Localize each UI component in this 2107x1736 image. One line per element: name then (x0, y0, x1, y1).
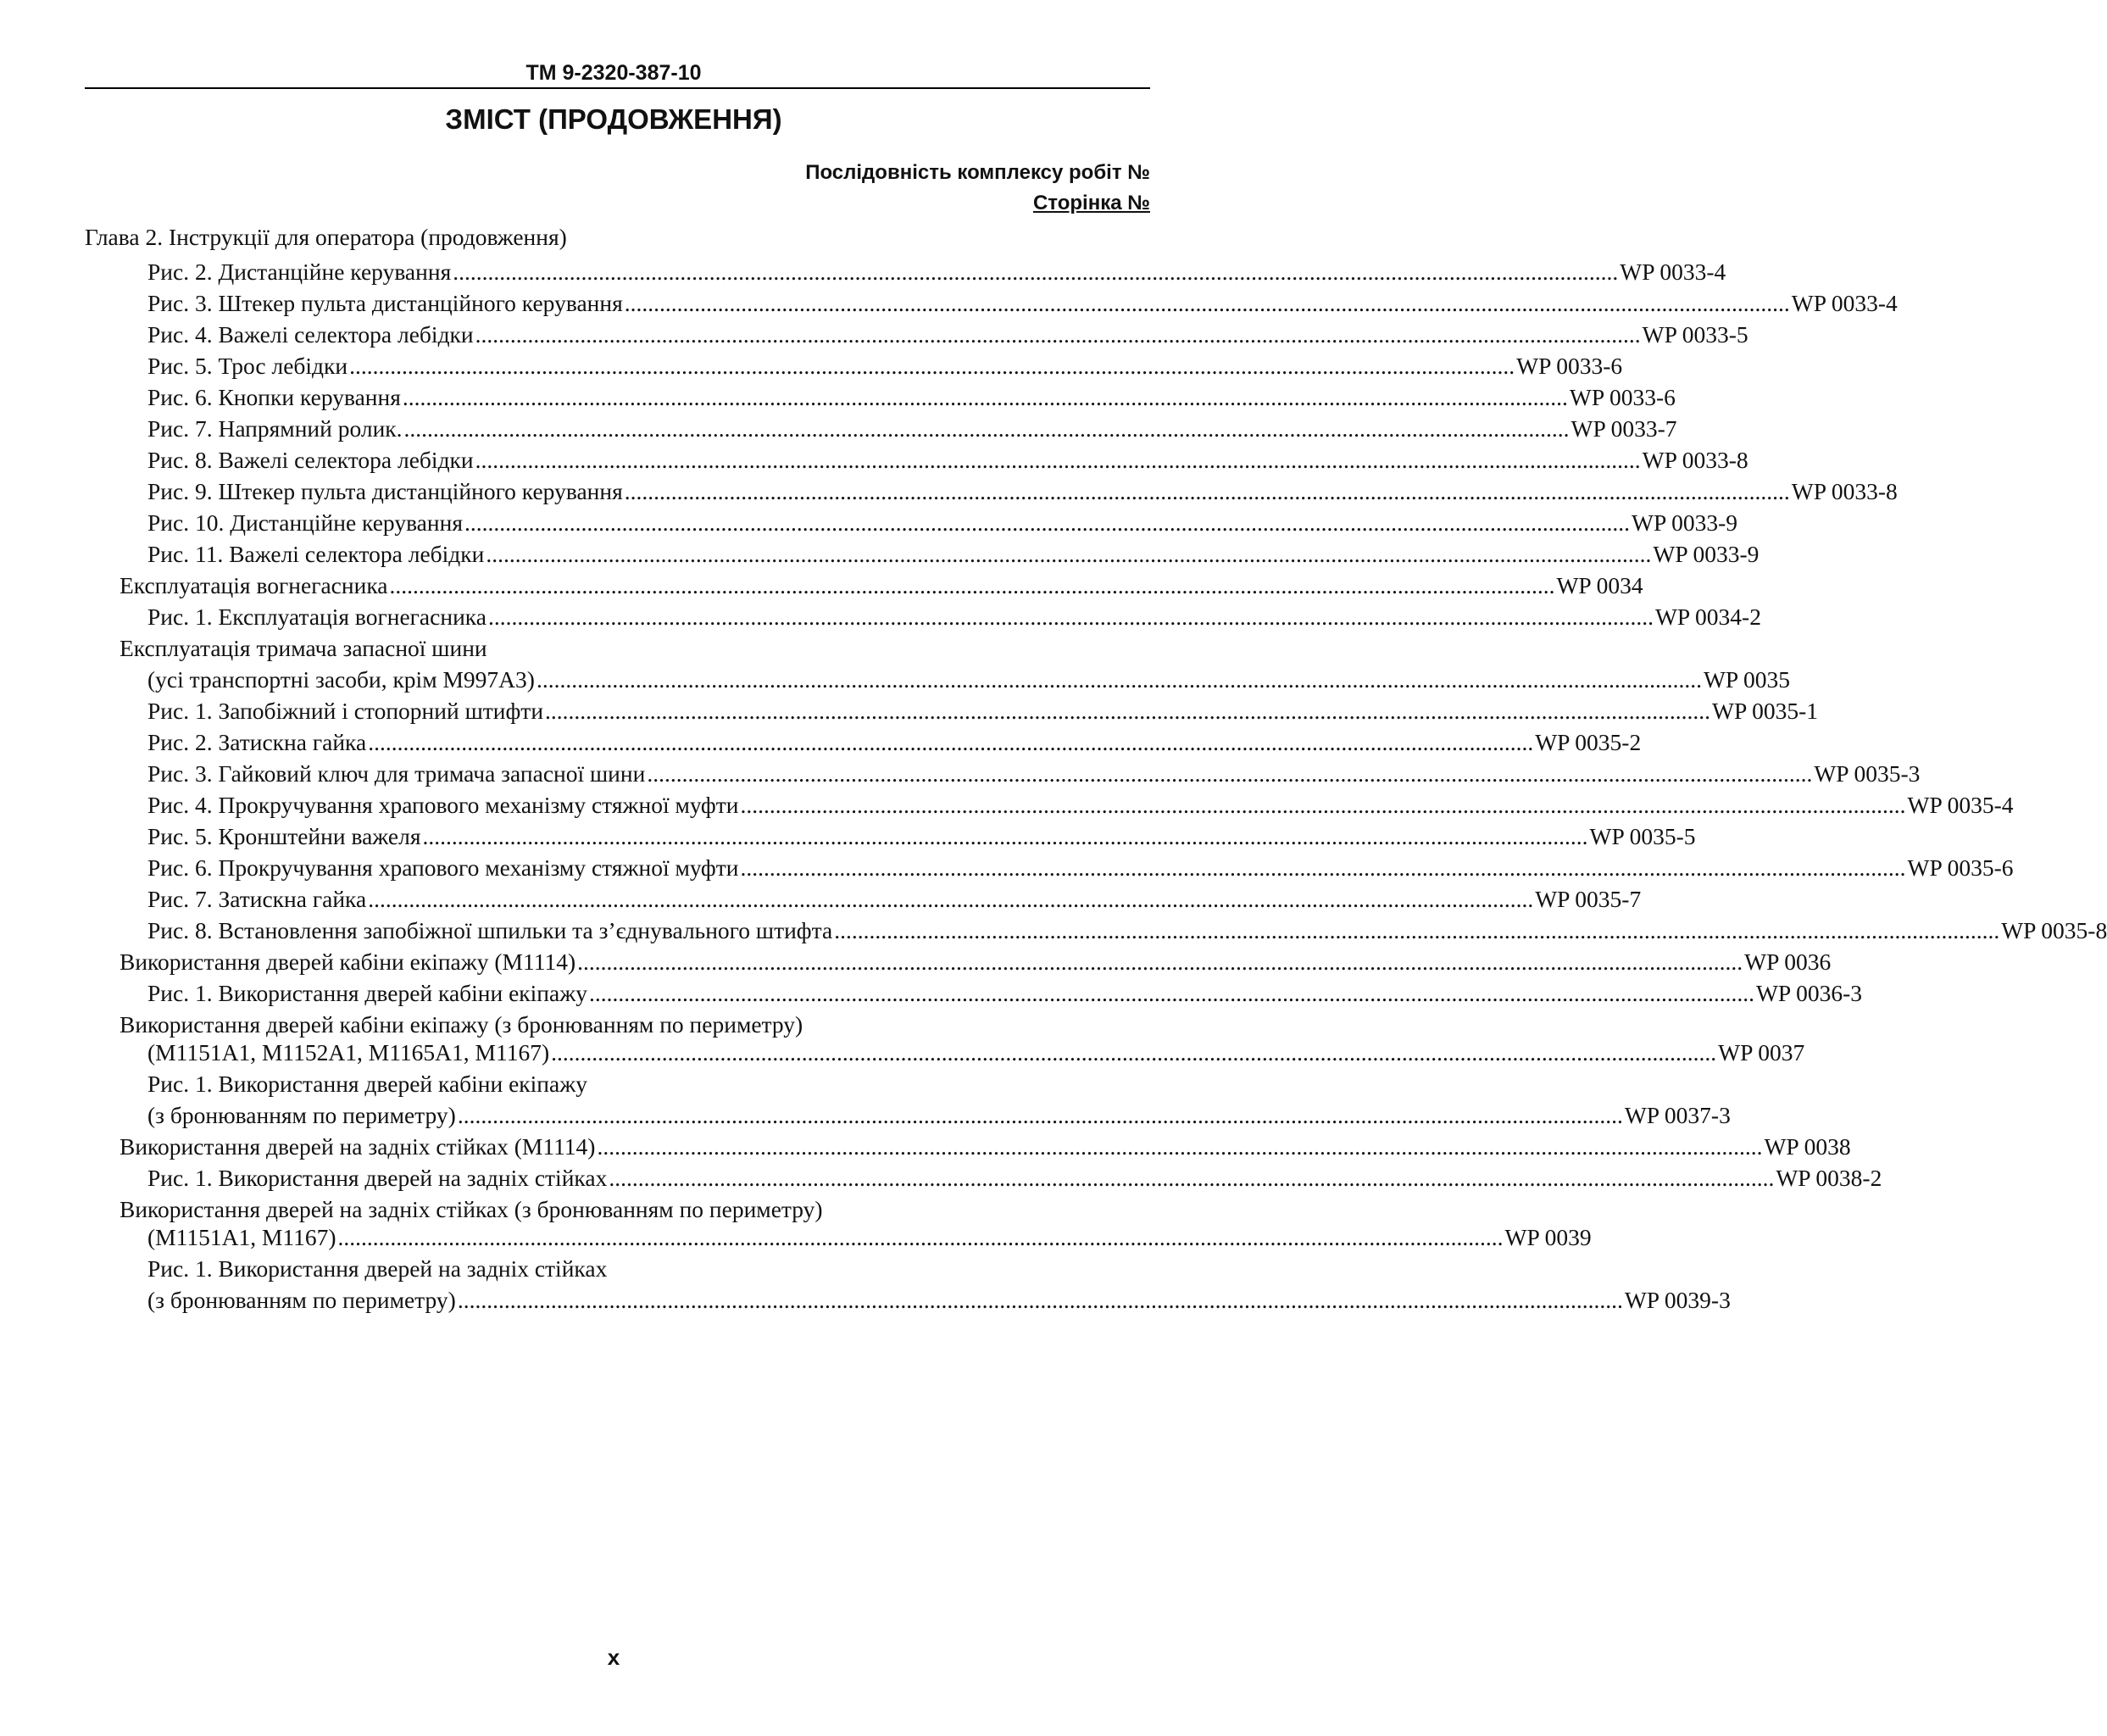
toc-leader-dots: ........................................................................................................................................................................................................ (551, 1039, 1717, 1066)
toc-leader-dots: ........................................................................................................................................................................................................ (349, 353, 1515, 379)
toc-entry-label: Рис. 6. Кнопки керування (147, 384, 401, 410)
toc-entry-continued (120, 635, 1086, 669)
page-number: x (607, 1644, 620, 1670)
toc-entry-page: WP 0033-6 (1569, 384, 1676, 410)
toc-entry (147, 886, 1642, 920)
toc-entry-page: WP 0038 (1764, 1133, 1851, 1160)
toc-entry-label: Рис. 10. Дистанційне керування (147, 509, 463, 536)
toc-leader-dots: ........................................................................................................................................................................................................ (457, 1102, 1623, 1128)
column-label-page: Сторінка № (1032, 192, 1150, 214)
toc-chapter-heading: Глава 2. Інструкції для оператора (продовження) (85, 224, 567, 250)
header-rule (85, 87, 1150, 89)
toc-leader-dots: ........................................................................................................................................................................................................ (337, 1224, 1504, 1250)
toc-entry (147, 478, 1898, 512)
toc-entry (120, 1133, 1851, 1167)
toc-leader-dots: ........................................................................................................................................................................................................ (368, 886, 1534, 912)
toc-entry-label: Рис. 1. Запобіжний і стопорний штифти (147, 698, 544, 724)
toc-entry-page: WP 0035-6 (1907, 854, 2014, 881)
toc-entry (147, 823, 1696, 857)
toc-entry-page: WP 0035-4 (1907, 792, 2014, 818)
toc-leader-dots: ........................................................................................................................................................................................................ (422, 823, 1588, 849)
toc-entry-label: Рис. 6. Прокручування храпового механізму стяжної муфти (147, 854, 739, 881)
toc-entry-page: WP 0033-9 (1631, 509, 1737, 536)
toc-entry (120, 949, 1832, 982)
toc-entry-page: WP 0033-7 (1571, 415, 1677, 442)
toc-entry-page: WP 0037-3 (1624, 1102, 1731, 1128)
toc-entry-label: Рис. 2. Дистанційне керування (147, 259, 452, 285)
toc-entry-page: WP 0033-8 (1642, 447, 1748, 473)
toc-entry-page: WP 0035-8 (2001, 917, 2107, 943)
toc-entry-label: Експлуатація вогнегасника (120, 572, 388, 598)
toc-entry-label: (з бронюванням по периметру) (147, 1287, 456, 1313)
toc-entry-label: Рис. 11. Важелі селектора лебідки (147, 541, 485, 567)
toc-entry (147, 792, 2014, 826)
toc-entry-page: WP 0037 (1718, 1039, 1805, 1066)
toc-entry-label: Рис. 5. Кронштейни важеля (147, 823, 421, 849)
toc-entry-continued (147, 1071, 1086, 1104)
toc-leader-dots: ........................................................................................................................................................................................................ (403, 415, 1570, 442)
toc-entry-page: WP 0035-3 (1814, 760, 1921, 787)
toc-entry-label: (з бронюванням по периметру) (147, 1102, 456, 1128)
toc-leader-dots: ........................................................................................................................................................................................................ (545, 698, 1711, 724)
toc-leader-dots: ........................................................................................................................................................................................................ (577, 949, 1743, 975)
column-label-work-package: Послідовність комплексу робіт № (805, 161, 1150, 184)
toc-entry (147, 729, 1642, 763)
toc-leader-dots: ........................................................................................................................................................................................................ (597, 1133, 1763, 1160)
toc-entry (147, 509, 1737, 543)
toc-entry-page: WP 0035 (1703, 666, 1791, 693)
page-title: ЗМІСТ (ПРОДОВЖЕННЯ) (445, 103, 782, 135)
toc-entry-label: (M1151A1, M1152A1, M1165A1, M1167) (147, 1039, 550, 1066)
toc-leader-dots: ........................................................................................................................................................................................................ (402, 384, 1568, 410)
toc-entry (147, 1039, 1805, 1073)
toc-entry (147, 1224, 1592, 1258)
toc-leader-dots: ........................................................................................................................................................................................................ (624, 478, 1790, 504)
toc-entry-label: Експлуатація тримача запасної шини (120, 635, 487, 661)
toc-leader-dots: ........................................................................................................................................................................................................ (624, 290, 1790, 316)
toc-entry-label: Використання дверей на задніх стійках (з бронюванням по периметру) (120, 1196, 823, 1222)
toc-entry (147, 415, 1677, 449)
toc-entry-label: Рис. 2. Затискна гайка (147, 729, 367, 755)
toc-entry-label: Рис. 9. Штекер пульта дистанційного керування (147, 478, 623, 504)
toc-entry-page: WP 0035-2 (1535, 729, 1642, 755)
toc-entry (147, 353, 1623, 387)
toc-entry-page: WP 0036-3 (1755, 980, 1862, 1006)
toc-entry (147, 321, 1748, 355)
toc-entry (147, 259, 1726, 292)
toc-entry-continued (147, 1255, 1086, 1289)
toc-leader-dots: ........................................................................................................................................................................................................ (389, 572, 1555, 598)
toc-entry-page: WP 0035-7 (1535, 886, 1642, 912)
toc-entry-label: Рис. 7. Напрямний ролик. (147, 415, 403, 442)
toc-entry-label: Рис. 7. Затискна гайка (147, 886, 367, 912)
toc-entry (147, 666, 1791, 700)
document-id: TM 9-2320-387-10 (525, 61, 702, 85)
toc-entry (147, 854, 2014, 888)
toc-entry-label: (усі транспортні засоби, крім M997A3) (147, 666, 535, 693)
toc-entry-page: WP 0038-2 (1776, 1165, 1882, 1191)
toc-entry-page: WP 0035-1 (1712, 698, 1819, 724)
toc-leader-dots: ........................................................................................................................................................................................................ (486, 541, 1652, 567)
toc-entry (147, 1165, 1882, 1199)
toc-entry-page: WP 0034-2 (1654, 604, 1761, 630)
toc-entry (147, 760, 1921, 794)
toc-leader-dots: ........................................................................................................................................................................................................ (740, 854, 1906, 881)
toc-entry-page: WP 0034 (1556, 572, 1643, 598)
toc-entry-page: WP 0033-8 (1791, 478, 1898, 504)
toc-entry-page: WP 0039-3 (1624, 1287, 1731, 1313)
toc-leader-dots: ........................................................................................................................................................................................................ (536, 666, 1702, 693)
toc-entry-label: Рис. 8. Встановлення запобіжної шпильки та з’єднувального штифта (147, 917, 833, 943)
toc-entry-label: Рис. 8. Важелі селектора лебідки (147, 447, 474, 473)
toc-leader-dots: ........................................................................................................................................................................................................ (609, 1165, 1775, 1191)
toc-entry (147, 541, 1760, 575)
toc-entry (147, 1102, 1731, 1136)
toc-leader-dots: ........................................................................................................................................................................................................ (647, 760, 1813, 787)
toc-leader-dots: ........................................................................................................................................................................................................ (457, 1287, 1623, 1313)
toc-entry (147, 698, 1819, 732)
toc-entry-label: Рис. 3. Штекер пульта дистанційного керування (147, 290, 623, 316)
toc-entry-label: (M1151A1, M1167) (147, 1224, 336, 1250)
toc-entry-label: Використання дверей на задніх стійках (M1114) (120, 1133, 596, 1160)
toc-leader-dots: ........................................................................................................................................................................................................ (475, 447, 1641, 473)
toc-entry-label: Використання дверей кабіни екіпажу (M1114) (120, 949, 576, 975)
toc-entry-label: Рис. 1. Використання дверей на задніх стійках (147, 1165, 608, 1191)
toc-entry-page: WP 0035-5 (1589, 823, 1696, 849)
toc-entry-label: Рис. 5. Трос лебідки (147, 353, 348, 379)
toc-entry-label: Використання дверей кабіни екіпажу (з бронюванням по периметру) (120, 1011, 803, 1038)
toc-leader-dots: ........................................................................................................................................................................................................ (475, 321, 1641, 348)
toc-entry-page: WP 0033-5 (1642, 321, 1748, 348)
toc-entry (147, 290, 1898, 324)
toc-entry (120, 572, 1643, 606)
toc-leader-dots: ........................................................................................................................................................................................................ (487, 604, 1654, 630)
toc-leader-dots: ........................................................................................................................................................................................................ (453, 259, 1619, 285)
toc-entry-page: WP 0033-4 (1791, 290, 1898, 316)
toc-leader-dots: ........................................................................................................................................................................................................ (740, 792, 1906, 818)
toc-entry-page: WP 0033-9 (1653, 541, 1760, 567)
toc-entry-page: WP 0033-4 (1620, 259, 1726, 285)
toc-entry-page: WP 0039 (1504, 1224, 1592, 1250)
toc-leader-dots: ........................................................................................................................................................................................................ (368, 729, 1534, 755)
toc-entry-label: Рис. 1. Використання дверей на задніх стійках (147, 1255, 608, 1282)
toc-entry (147, 384, 1676, 418)
toc-entry-page: WP 0036 (1744, 949, 1832, 975)
toc-entry (147, 604, 1761, 637)
toc-entry-label: Рис. 1. Використання дверей кабіни екіпажу (147, 1071, 587, 1097)
toc-entry (147, 1287, 1731, 1321)
toc-entry (147, 917, 2107, 951)
toc-entry-label: Рис. 4. Прокручування храпового механізму стяжної муфти (147, 792, 739, 818)
toc-entry-label: Рис. 4. Важелі селектора лебідки (147, 321, 474, 348)
toc-entry (147, 447, 1748, 481)
toc-entry-page: WP 0033-6 (1516, 353, 1623, 379)
toc-entry-label: Рис. 1. Використання дверей кабіни екіпажу (147, 980, 587, 1006)
toc-entry-label: Рис. 1. Експлуатація вогнегасника (147, 604, 486, 630)
toc-entry-label: Рис. 3. Гайковий ключ для тримача запасної шини (147, 760, 646, 787)
toc-entry (147, 980, 1862, 1014)
toc-leader-dots: ........................................................................................................................................................................................................ (588, 980, 1754, 1006)
toc-leader-dots: ........................................................................................................................................................................................................ (464, 509, 1630, 536)
toc-leader-dots: ........................................................................................................................................................................................................ (834, 917, 2000, 943)
